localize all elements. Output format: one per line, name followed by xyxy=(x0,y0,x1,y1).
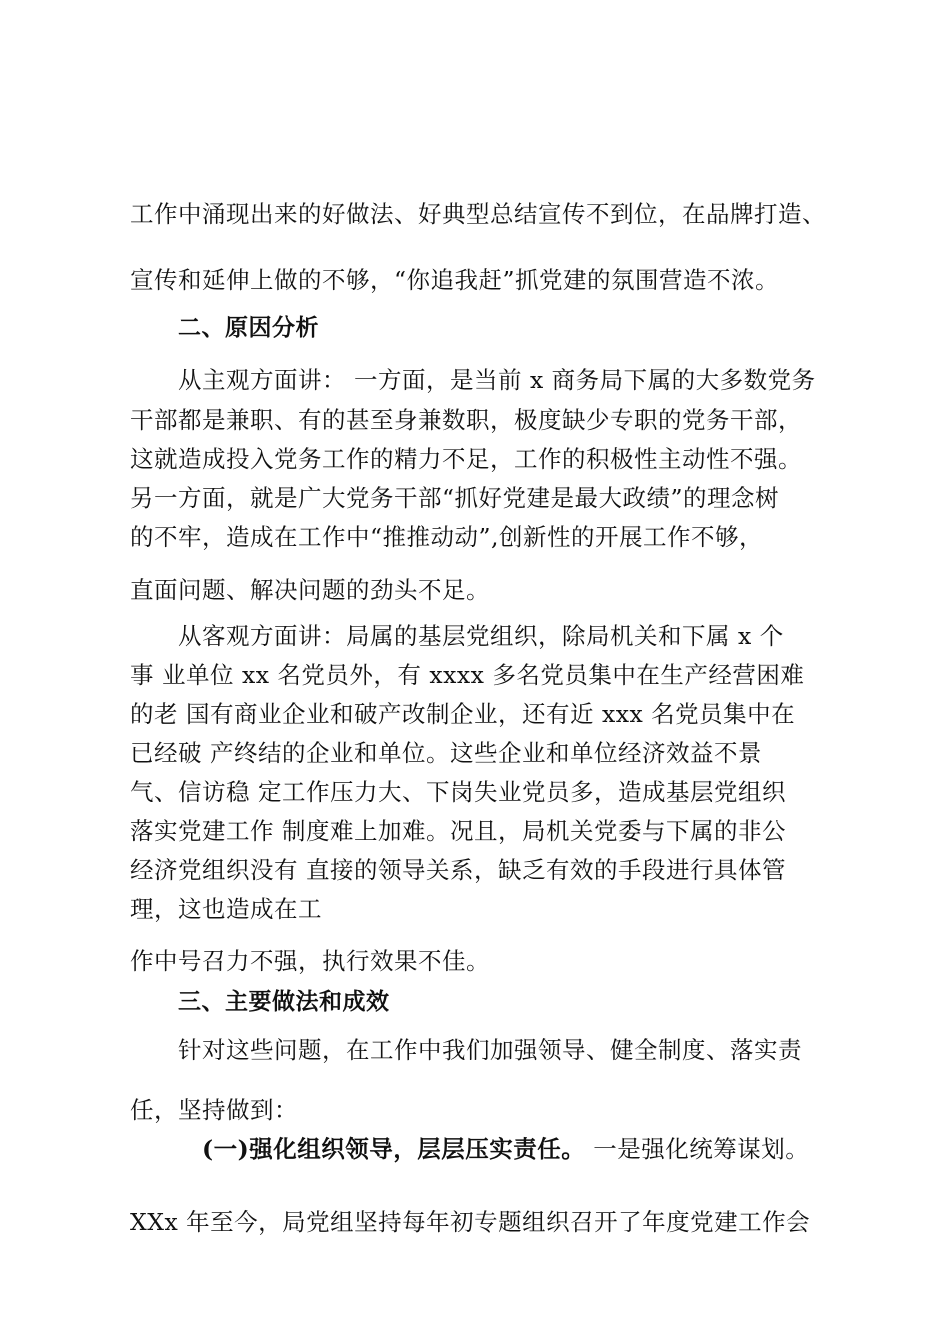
body-text-line: XXx 年至今，局党组坚持每年初专题组织召开了年度党建工作会 xyxy=(130,1208,811,1236)
subheading-bold-lead: (一)强化组织领导，层层压实责任。 xyxy=(202,1135,586,1163)
body-text-line: 从客观方面讲：局属的基层党组织，除局机关和下属 x 个 xyxy=(178,622,784,650)
body-text-line: 工作中涌现出来的好做法、好典型总结宣传不到位，在品牌打造、 xyxy=(130,200,826,228)
body-text-line: 的不牢，造成在工作中“推推动动”,创新性的开展工作不够， xyxy=(130,523,763,551)
body-text-line: 宣传和延伸上做的不够，“你追我赶”抓党建的氛围营造不浓。 xyxy=(130,266,780,294)
section-heading-main-practices: 三、主要做法和成效 xyxy=(178,989,390,1015)
body-text-line: 经济党组织没有 直接的领导关系，缺乏有效的手段进行具体管 xyxy=(130,856,786,884)
body-text-line: 这就造成投入党务工作的精力不足，工作的积极性主动性不强。 xyxy=(130,445,802,473)
body-text-line: 的老 国有商业企业和破产改制企业，还有近 xxx 名党员集中在 xyxy=(130,700,796,728)
body-text-line: 已经破 产终结的企业和单位。这些企业和单位经济效益不景 xyxy=(130,739,762,767)
subheading-rest: 一是强化统筹谋划。 xyxy=(585,1135,810,1163)
body-text-line: 事 业单位 xx 名党员外，有 xxxx 多名党员集中在生产经营困难 xyxy=(130,661,805,689)
section-heading-cause-analysis: 二、原因分析 xyxy=(178,315,319,341)
body-text-line: 作中号召力不强，执行效果不佳。 xyxy=(130,947,490,975)
body-text-line: 干部都是兼职、有的甚至身兼数职，极度缺少专职的党务干部， xyxy=(130,406,802,434)
body-text-line: 直面问题、解决问题的劲头不足。 xyxy=(130,576,490,604)
body-text-line: 针对这些问题，在工作中我们加强领导、健全制度、落实责 xyxy=(178,1036,802,1064)
subheading-line xyxy=(202,1133,809,1165)
body-text-line: 气、信访稳 定工作压力大、下岗失业党员多，造成基层党组织 xyxy=(130,778,786,806)
body-text-line: 任，坚持做到： xyxy=(130,1096,298,1124)
body-text-line: 另一方面，就是广大党务干部“抓好党建是最大政绩”的理念树 xyxy=(130,484,780,512)
body-text-line: 落实党建工作 制度难上加难。况且，局机关党委与下属的非公 xyxy=(130,817,786,845)
body-text-line: 理，这也造成在工 xyxy=(130,895,322,923)
body-text-line: 从主观方面讲： 一方面，是当前 x 商务局下属的大多数党务 xyxy=(178,366,816,394)
